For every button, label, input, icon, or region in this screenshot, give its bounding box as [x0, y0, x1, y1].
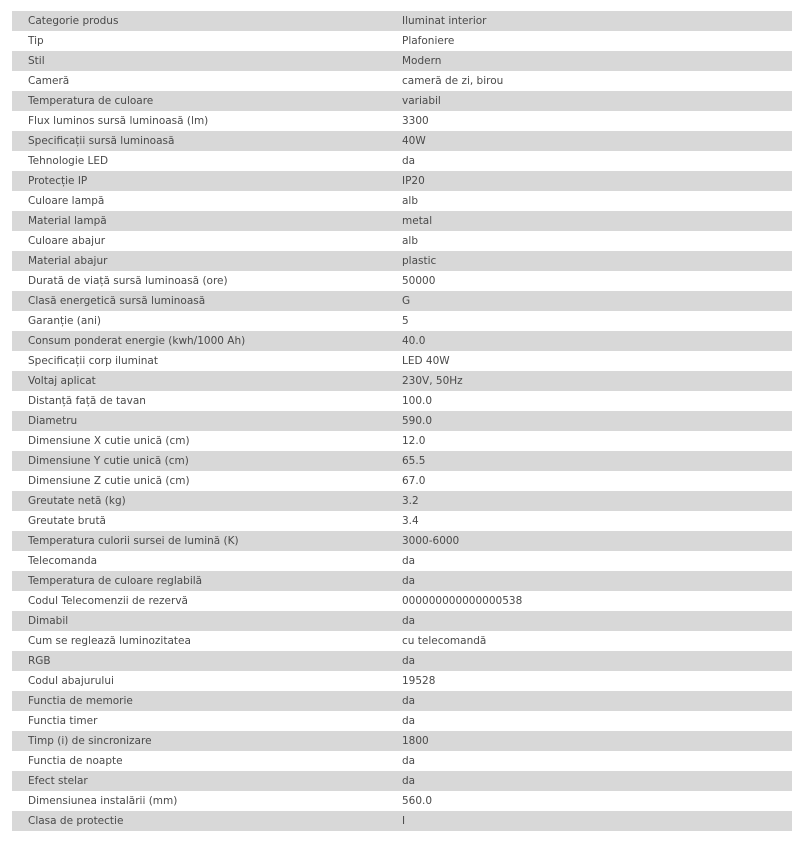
- spec-value: 3.2: [402, 495, 419, 507]
- spec-label: Tip: [28, 35, 44, 47]
- spec-label: Functia de memorie: [28, 695, 133, 707]
- spec-row: [12, 51, 792, 71]
- spec-value: 19528: [402, 675, 436, 687]
- spec-value: da: [402, 695, 416, 707]
- spec-label: Codul abajurului: [28, 675, 114, 687]
- spec-label: Temperatura de culoare: [28, 95, 154, 107]
- spec-label: RGB: [28, 655, 51, 667]
- spec-label: Efect stelar: [28, 775, 88, 787]
- spec-row: [12, 811, 792, 831]
- spec-value: 230V, 50Hz: [402, 375, 463, 387]
- spec-label: Cum se reglează luminozitatea: [28, 635, 191, 647]
- spec-value: Modern: [402, 55, 442, 67]
- spec-value: I: [402, 815, 406, 827]
- spec-row: [12, 731, 792, 751]
- spec-value: cameră de zi, birou: [402, 75, 504, 87]
- spec-row: [12, 711, 792, 731]
- spec-row: [12, 611, 792, 631]
- spec-value: plastic: [402, 255, 437, 267]
- spec-value: G: [402, 295, 411, 307]
- spec-label: Material lampă: [28, 215, 107, 227]
- spec-value: 560.0: [402, 795, 433, 807]
- spec-row: [12, 191, 792, 211]
- spec-row: [12, 71, 792, 91]
- spec-value: LED 40W: [402, 355, 450, 367]
- spec-value: da: [402, 755, 416, 767]
- spec-value: 3300: [402, 115, 429, 127]
- spec-label: Tehnologie LED: [28, 155, 109, 167]
- spec-label: Specificații sursă luminoasă: [28, 135, 175, 147]
- spec-value: 5: [402, 315, 409, 327]
- spec-row: [12, 391, 792, 411]
- spec-label: Flux luminos sursă luminoasă (lm): [28, 115, 209, 127]
- spec-row: [12, 271, 792, 291]
- spec-row: [12, 31, 792, 51]
- specifications-body: [12, 11, 792, 831]
- spec-label: Temperatura de culoare reglabilă: [28, 575, 203, 587]
- spec-row: [12, 591, 792, 611]
- spec-label: Functia de noapte: [28, 755, 123, 767]
- spec-label: Dimensiune X cutie unică (cm): [28, 435, 190, 447]
- spec-row: [12, 791, 792, 811]
- spec-label: Functia timer: [28, 715, 98, 727]
- spec-row: [12, 771, 792, 791]
- spec-label: Consum ponderat energie (kwh/1000 Ah): [28, 335, 246, 347]
- spec-value: 000000000000000538: [402, 595, 523, 607]
- spec-row: [12, 531, 792, 551]
- spec-value: 40W: [402, 135, 426, 147]
- spec-label: Clasa de protectie: [28, 815, 124, 827]
- spec-value: da: [402, 555, 416, 567]
- spec-row: [12, 571, 792, 591]
- spec-row: [12, 311, 792, 331]
- spec-label: Timp (i) de sincronizare: [28, 735, 152, 747]
- spec-label: Categorie produs: [28, 15, 119, 27]
- spec-label: Garanție (ani): [28, 315, 102, 327]
- spec-row: [12, 131, 792, 151]
- spec-row: [12, 631, 792, 651]
- spec-row: [12, 551, 792, 571]
- spec-label: Cameră: [28, 75, 70, 87]
- spec-row: [12, 231, 792, 251]
- spec-label: Telecomanda: [28, 555, 98, 567]
- spec-label: Diametru: [28, 415, 78, 427]
- spec-value: da: [402, 655, 416, 667]
- specifications-table: [12, 11, 792, 831]
- spec-row: [12, 211, 792, 231]
- spec-row: [12, 651, 792, 671]
- spec-value: 3.4: [402, 515, 419, 527]
- spec-label: Codul Telecomenzii de rezervă: [28, 595, 188, 607]
- spec-label: Voltaj aplicat: [28, 375, 96, 387]
- spec-value: 590.0: [402, 415, 433, 427]
- spec-row: [12, 151, 792, 171]
- spec-row: [12, 491, 792, 511]
- spec-label: Temperatura culorii sursei de lumină (K): [28, 535, 239, 547]
- spec-row: [12, 351, 792, 371]
- spec-value: 65.5: [402, 455, 426, 467]
- spec-label: Protecție IP: [28, 175, 88, 187]
- spec-row: [12, 431, 792, 451]
- spec-row: [12, 291, 792, 311]
- spec-row: [12, 331, 792, 351]
- spec-value: da: [402, 715, 416, 727]
- spec-row: [12, 691, 792, 711]
- spec-value: cu telecomandă: [402, 635, 487, 647]
- spec-row: [12, 111, 792, 131]
- spec-row: [12, 371, 792, 391]
- spec-value: 50000: [402, 275, 436, 287]
- spec-label: Culoare abajur: [28, 235, 106, 247]
- spec-value: da: [402, 155, 416, 167]
- spec-value: variabil: [402, 95, 441, 107]
- spec-value: 40.0: [402, 335, 426, 347]
- spec-value: alb: [402, 235, 419, 247]
- spec-value: alb: [402, 195, 419, 207]
- spec-row: [12, 471, 792, 491]
- spec-label: Stil: [28, 55, 45, 67]
- spec-row: [12, 511, 792, 531]
- spec-row: [12, 751, 792, 771]
- spec-row: [12, 171, 792, 191]
- spec-label: Greutate netă (kg): [28, 495, 126, 507]
- spec-value: 100.0: [402, 395, 433, 407]
- spec-label: Clasă energetică sursă luminoasă: [28, 295, 206, 307]
- spec-value: 3000-6000: [402, 535, 460, 547]
- spec-label: Dimensiunea instalării (mm): [28, 795, 178, 807]
- spec-value: Iluminat interior: [402, 15, 487, 27]
- spec-value: da: [402, 575, 416, 587]
- spec-row: [12, 671, 792, 691]
- spec-value: IP20: [402, 175, 425, 187]
- spec-label: Durată de viață sursă luminoasă (ore): [28, 275, 228, 287]
- spec-value: Plafoniere: [402, 35, 455, 47]
- spec-row: [12, 91, 792, 111]
- spec-label: Specificații corp iluminat: [28, 355, 158, 367]
- spec-row: [12, 451, 792, 471]
- spec-row: [12, 251, 792, 271]
- spec-label: Material abajur: [28, 255, 108, 267]
- spec-label: Distanță față de tavan: [28, 395, 146, 407]
- spec-row: [12, 11, 792, 31]
- spec-label: Dimensiune Y cutie unică (cm): [28, 455, 189, 467]
- spec-value: metal: [402, 215, 433, 227]
- spec-label: Dimabil: [28, 615, 69, 627]
- spec-label: Culoare lampă: [28, 195, 105, 207]
- spec-value: da: [402, 775, 416, 787]
- spec-value: da: [402, 615, 416, 627]
- spec-label: Dimensiune Z cutie unică (cm): [28, 475, 190, 487]
- spec-label: Greutate brută: [28, 515, 106, 527]
- spec-value: 1800: [402, 735, 429, 747]
- spec-value: 67.0: [402, 475, 426, 487]
- spec-value: 12.0: [402, 435, 426, 447]
- spec-row: [12, 411, 792, 431]
